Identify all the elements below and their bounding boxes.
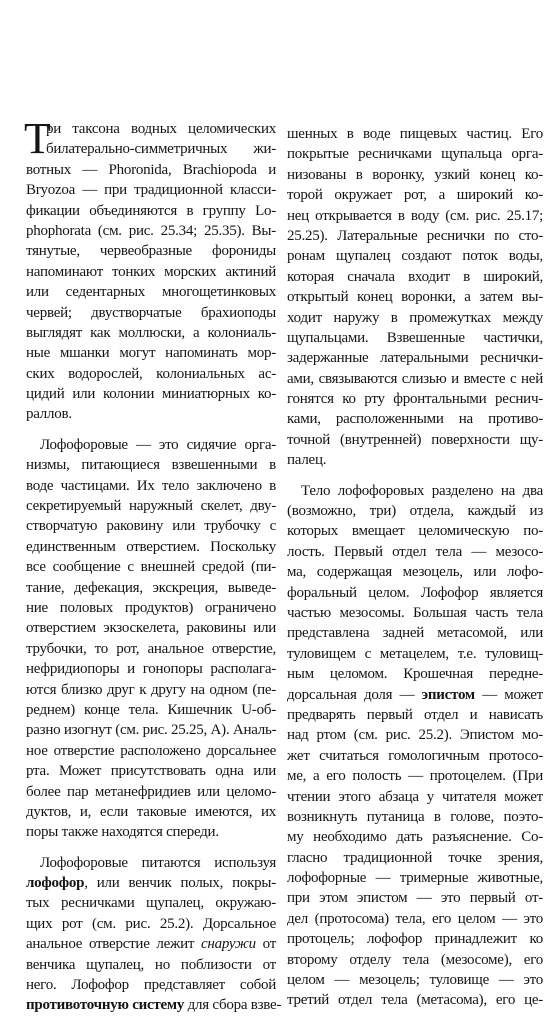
text-line: открытый конец воронки, а затем вы- (287, 289, 543, 306)
text-line: торой окружает рот, а широкий ко- (287, 187, 543, 204)
text-line: дорсальная доля — эпистом — может (287, 686, 543, 703)
text-line: щих рот (см. рис. 25.2). Дорсальное (26, 915, 276, 932)
right-column (287, 124, 543, 1011)
text-line: лость. Первый отдел тела — мезосо- (287, 543, 543, 560)
text-line: ками, расположенными на противо- (287, 411, 543, 428)
text-line: ронам щупалец создают поток воды, (287, 248, 543, 265)
text-line: рта. Может присутствовать одна или (26, 763, 276, 780)
text-line: Лофофоровые — это сидячие орга- (40, 436, 276, 453)
text-line: Тело лофофоровых разделено на два (301, 482, 543, 499)
text-line: ные мшанки могут напоминать мор- (26, 345, 276, 362)
text-line: шенных в воде пищевых частиц. Его (287, 126, 543, 142)
text-line: туловищем с метацелем, т.е. туловищ- (287, 645, 543, 662)
text-line: все сообщение с внешней средой (пи- (26, 559, 276, 576)
text-line: вотных — Phoronida, Brachiopoda и (26, 161, 276, 178)
text-line: чтении этого абзаца у читателя может (287, 788, 543, 805)
drop-cap: Т (24, 114, 51, 163)
text-line: ходит наружу в промежутках между (287, 309, 543, 326)
text-line: билатерально-симметричных жи- (46, 141, 276, 158)
text-line: выглядят как моллюски, а колониаль- (26, 324, 276, 341)
text-line: тянутые, червеобразные форониды (26, 243, 276, 260)
text-line: протоцель; лофофор принадлежит ко (287, 931, 543, 948)
paragraph-feeding (26, 853, 282, 1016)
text-line: ным целомом. Крошечная передне- (287, 666, 543, 683)
paragraph-intro (24, 114, 276, 425)
text-line: червей; двустворчатые брахиоподы (26, 304, 276, 321)
text-line: при этом эпистом — это первый от- (287, 890, 543, 907)
text-line: поры также находятся спереди. (26, 824, 219, 841)
text-line: нец открывается в воду (см. рис. 25.17; (287, 207, 543, 224)
text-line: трубочки, то рот, анальное отверстие, (26, 640, 276, 657)
text-line: 25.25). Латеральные реснички по сто- (287, 227, 543, 244)
text-line: лофофорные — тримерные животные, (287, 870, 543, 887)
text-line: дел (протосома) тела, его целом — это (287, 910, 543, 927)
text-line: ских водорослей, колониальных ас- (26, 365, 276, 382)
text-line: предварять первый отдел и нависать (287, 706, 543, 723)
text-line: представлена задней метасомой, или (287, 625, 543, 642)
text-line: покрытые ресничками щупальца орга- (287, 146, 543, 163)
text-line: отверстием экзоскелета, раковины или (26, 620, 276, 637)
text-line: ма, содержащая мезоцель, или лофо- (287, 564, 543, 581)
paragraph-body-regions (287, 481, 543, 1011)
text-line: гласно традиционной точке зрения, (287, 849, 543, 866)
text-line: жет считаться гомологичным протосо- (287, 747, 543, 764)
text-line: которая сначала входит в широкий, (287, 268, 543, 285)
emphasis-outside: снаружи (200, 936, 256, 953)
text-line: нефридиопоры и гонопоры располага- (26, 661, 276, 678)
text-line: которых вмещает целомическую по- (287, 523, 543, 540)
text-line: ное отверстие расположено дорсальнее (26, 742, 276, 759)
text-line: Лофофоровые питаются используя (40, 854, 276, 871)
text-line: ние половых продуктов) ограничено (26, 599, 276, 616)
text-line: или седентарных многощетинковых (26, 284, 276, 301)
text-line: разно изогнут (см. рис. 25.25, А). Аналь- (26, 722, 277, 739)
text-line: возникнуть путаница в голове, поэто- (287, 808, 543, 825)
text-line: лофофор, или венчик полых, покры- (26, 875, 276, 892)
text-line: секретируемый наружный скелет, дву- (26, 498, 276, 515)
text-line: форальный целом. Лофофор является (287, 584, 543, 601)
paragraph-continuation (287, 124, 543, 471)
text-line: ами, связываются слизью и вместе с ней (287, 370, 543, 387)
text-line: противоточную систему для сбора взве- (26, 997, 282, 1014)
text-line: точной (внутренней) поверхности щу- (287, 431, 543, 448)
term-epistome: эпистом (421, 686, 475, 703)
text-line: напоминают тонких морских актиний (26, 263, 276, 280)
text-line: венчика щупалец, но поблизости от (26, 956, 276, 973)
text-line: тых ресничками щупалец, окружаю- (26, 895, 276, 912)
text-line: му необходимо дать разъяснение. Со- (287, 829, 543, 846)
text-line: воде частицами. Их тело заключено в (26, 477, 276, 494)
text-line: (возможно, три) отдела, каждый из (287, 503, 543, 520)
text-line: phophorata (см. рис. 25.34; 25.35). Вы- (26, 222, 276, 239)
paragraph-lophophorates (26, 435, 276, 843)
text-line: щупальцами. Взвешенные частички, (287, 329, 543, 346)
text-line: дуктов, и, если таковые имеются, их (26, 803, 276, 820)
text-line: частью мезосомы. Большая часть тела (287, 604, 543, 621)
text-line: третий отдел тела (метасома), его це- (287, 992, 543, 1009)
text-line: палец. (287, 452, 327, 469)
term-countercurrent-system: противоточную систему (26, 997, 185, 1014)
text-line: фикации объединяются в группу Lo- (26, 202, 276, 219)
text-line: реднем) конце тела. Кишечник U-об- (26, 701, 276, 718)
text-line: Bryozoa — при традиционной класси- (26, 182, 276, 199)
text-line: второму отделу тела (мезосоме), его (287, 951, 543, 968)
text-line: ри таксона водных целомических (46, 121, 276, 137)
text-line: гонятся ко рту фронтальными реснич- (287, 391, 543, 408)
left-column (24, 114, 282, 1016)
text-line: единственным отверстием. Поскольку (26, 538, 276, 555)
text-line: низмы, питающиеся взвешенными в (26, 457, 276, 474)
text-line: целом — мезоцель; туловище — это (287, 972, 543, 989)
text-line: створчатую раковину или трубочку с (26, 518, 276, 535)
term-lophophore: лофофор (26, 875, 85, 892)
text-line: над ртом (см. рис. 25.2). Эпистом мо- (287, 727, 543, 744)
text-line: раллов. (26, 406, 72, 423)
text-line: анальное отверстие лежит снаружи от (26, 936, 277, 953)
text-line: более пар метанефридиев или целомо- (26, 783, 276, 800)
text-line: ются близко друг к другу на одном (пе- (26, 681, 276, 698)
text-line: ме, а его полость — протоцелем. (При (287, 768, 543, 785)
text-line: тание, дефекация, экскреция, выведе- (26, 579, 276, 596)
text-line: низованы в воронку, узкий конец ко- (287, 166, 543, 183)
text-line: цидий или колонии миниатюрных ко- (26, 386, 276, 403)
text-line: него. Лофофор представляет собой (26, 977, 276, 994)
text-line: задержанные латеральными реснички- (287, 350, 543, 367)
